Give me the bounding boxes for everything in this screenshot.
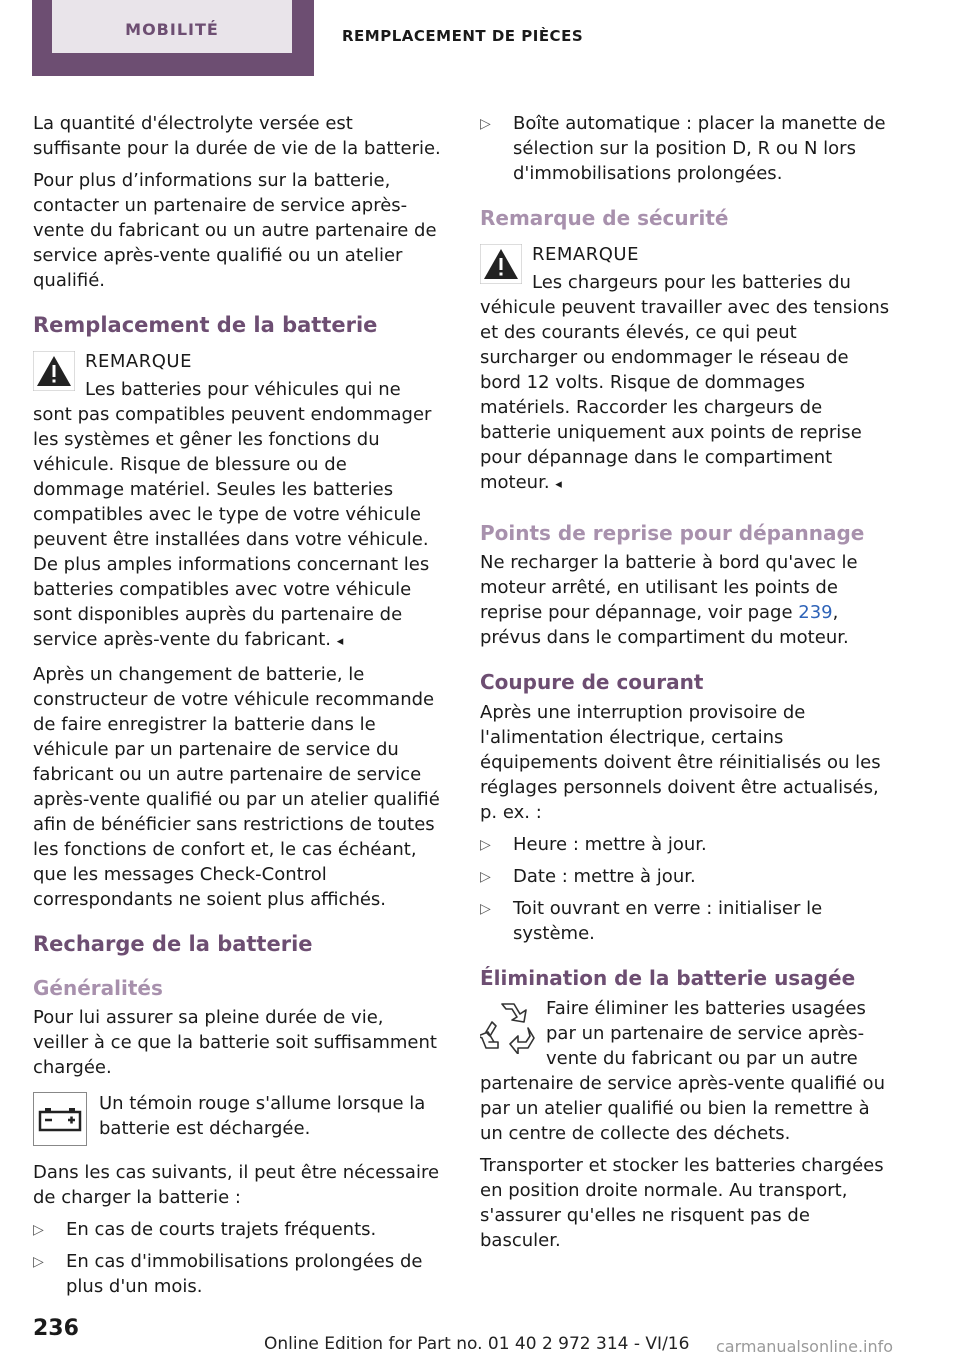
subheading-jump-points: Points de reprise pour dépannage — [480, 521, 865, 545]
list-item: ▷ En cas de courts trajets fréquents. — [33, 1217, 441, 1242]
heading-battery-replacement: Remplacement de la batterie — [33, 313, 378, 337]
warning-triangle-icon — [33, 351, 75, 391]
paragraph: Pour plus d’informations sur la batterie, contacter un partenaire de service après-vente du fabricant ou un autre partenaire de service après-vente qualifié ou un atelier qualifié. — [33, 170, 437, 291]
bullet-icon: ▷ — [33, 1222, 44, 1238]
warning-note — [480, 242, 895, 497]
list-item: ▷ En cas d'immobilisations prolongées de plus d'un mois. — [33, 1251, 423, 1297]
paragraph: Transporter et stocker les batteries chargées en position droite normale. Au transport, s'assurer qu'elles ne risquent pas de basculer. — [480, 1155, 884, 1251]
paragraph: Pour lui assurer sa pleine durée de vie, veiller à ce que la batterie soit suffisamment chargée. — [33, 1007, 437, 1078]
bullet-icon: ▷ — [480, 837, 491, 853]
subheading-general: Généralités — [33, 976, 163, 1000]
edition-footer: Online Edition for Part no. 01 40 2 972 314 - VI/16 — [264, 1334, 690, 1354]
end-mark: ◂ — [336, 634, 344, 649]
bullet-list — [480, 111, 895, 186]
list-item: ▷ Toit ouvrant en verre : initialiser le système. — [480, 898, 823, 944]
watermark: carmanualsonline.info — [716, 1337, 894, 1356]
recycle-icon — [480, 998, 536, 1054]
page-number: 236 — [33, 1316, 79, 1341]
warning-label: REMARQUE — [532, 244, 639, 265]
battery-symbol — [38, 1106, 82, 1132]
chapter-tab — [32, 0, 314, 76]
paragraph: La quantité d'électrolyte versée est suffisante pour la durée de vie de la batterie. — [33, 113, 441, 159]
warning-text: Les batteries pour véhicules qui ne sont pas compatibles peuvent endommager les systèmes et gêner les fonctions du véhicule. Risque de blessure ou de dommage matériel. Seules les batteries compatibles avec le type de votre véhicule peuvent être installées dans votre véhicule. De plus amples informations concernant les batteries compatibles avec votre véhicule sont disponibles auprès du partenaire de service après-vente du fabricant. — [33, 379, 432, 650]
list-item: ▷ Boîte automatique : placer la manette de sélection sur la position D, R ou N lors d'immobilisations prolongées. — [480, 113, 886, 184]
warning-triangle-icon — [480, 244, 522, 284]
warning-text: Les chargeurs pour les batteries du véhicule peuvent travailler avec des tensions et des courants élevés, ce qui peut surcharger ou endommager le réseau de bord 12 volts. Risque de dommages matériels. Raccorder les chargeurs de batterie uniquement aux points de reprise pour dépannage dans le compartiment moteur. — [480, 272, 890, 493]
list-item: ▷ Date : mettre à jour. — [480, 864, 895, 889]
page-link[interactable]: 239 — [798, 602, 833, 623]
subheading-safety: Remarque de sécurité — [480, 206, 729, 230]
disposal-note — [480, 996, 895, 1146]
end-mark: ◂ — [555, 477, 562, 492]
bullet-list — [33, 1217, 441, 1299]
section-title: REMPLACEMENT DE PIÈCES — [342, 27, 584, 45]
warning-label: REMARQUE — [85, 351, 192, 372]
heading-power-cut: Coupure de courant — [480, 670, 704, 694]
list-item: ▷ Heure : mettre à jour. — [480, 832, 895, 857]
bullet-icon: ▷ — [480, 869, 491, 885]
paragraph: Faire éliminer les batteries usagées par un partenaire de service après-vente du fabricant ou par un autre partenaire de service après-vente qualifié ou par un atelier qualifié ou bien la remettre à un centre de collecte des déchets. — [480, 998, 885, 1144]
warning-note — [33, 349, 441, 654]
bullet-list — [480, 832, 895, 946]
paragraph: Après une interruption provisoire de l'alimentation électrique, certains équipements doivent être réinitialisés ou les réglages personnels doivent être actualisés, p. ex. : — [480, 702, 881, 823]
bullet-icon: ▷ — [33, 1254, 44, 1270]
paragraph: Dans les cas suivants, il peut être nécessaire de charger la batterie : — [33, 1162, 440, 1208]
left-column — [33, 111, 441, 1306]
bullet-icon: ▷ — [480, 901, 491, 917]
paragraph: Après un changement de batterie, le constructeur de votre véhicule recommande de faire enregistrer la batterie dans le véhicule par un partenaire de service du fabricant ou un autre partenaire de service après-vente qualifié ou par un atelier qualifié afin de bénéficier sans restrictions de toutes les fonctions de confort et, le cas échéant, que les messages Check-Control correspondants ne soient plus affichés. — [33, 664, 440, 910]
heading-battery-charging: Recharge de la batterie — [33, 932, 313, 956]
bullet-icon: ▷ — [480, 116, 491, 132]
indicator-note — [33, 1090, 441, 1152]
right-column — [480, 111, 895, 1260]
paragraph: Ne recharger la batterie à bord qu'avec le moteur arrêté, en utilisant les points de reprise pour dépannage, voir page 239, prévus dans le compartiment du moteur. — [480, 552, 858, 648]
heading-disposal: Élimination de la batterie usagée — [480, 966, 856, 990]
chapter-tab-label: MOBILITÉ — [52, 0, 292, 53]
battery-icon — [33, 1092, 87, 1146]
indicator-text: Un témoin rouge s'allume lorsque la batterie est déchargée. — [99, 1093, 426, 1139]
